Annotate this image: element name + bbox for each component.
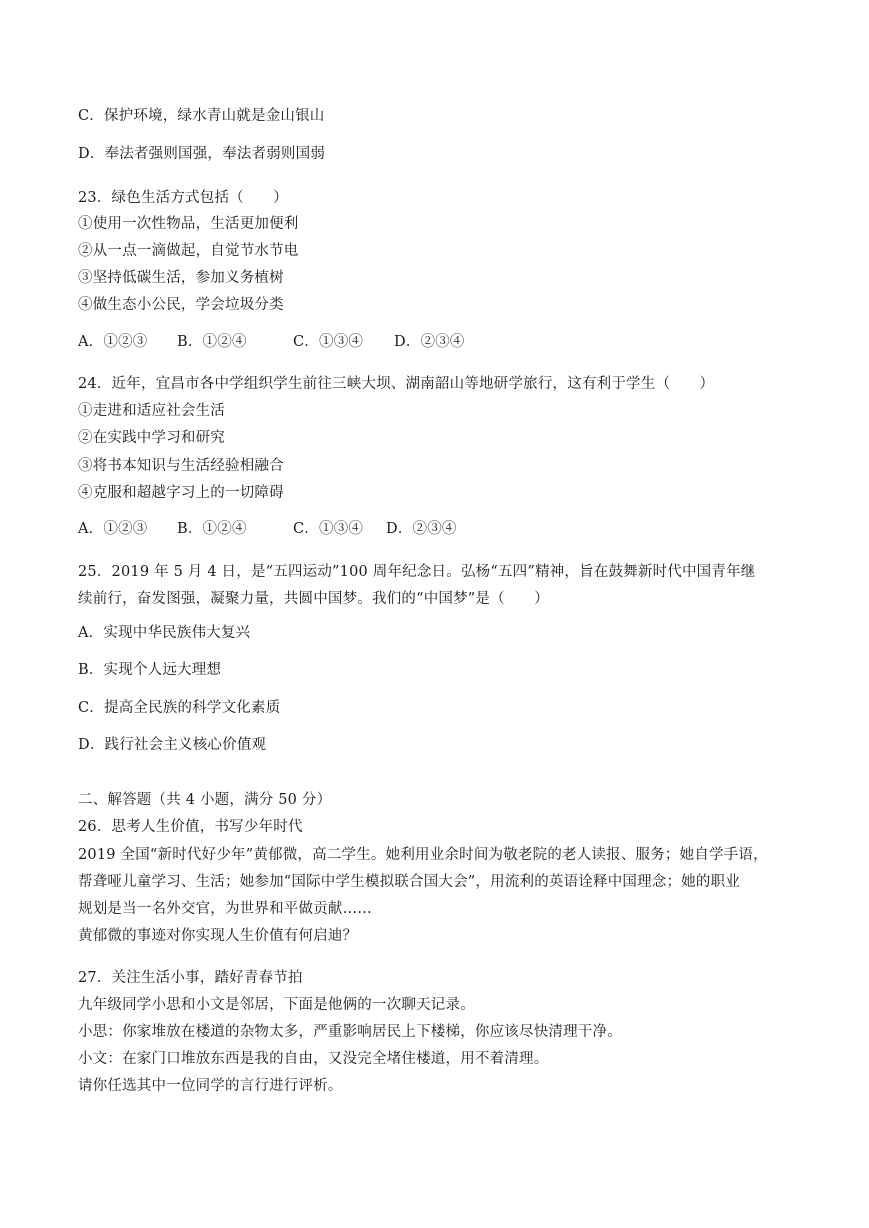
- q24-stem: 24．近年，宜昌市各中学组织学生前往三峡大坝、湖南韶山等地研学旅行，这有利于学生（ ）: [78, 376, 715, 392]
- q26-text-line3: 规划是当一名外交官，为世界和平做贡献……: [78, 901, 372, 917]
- q22-option-d: D．奉法者强则国强，奉法者弱则国弱: [78, 146, 326, 162]
- q24-option-c: C．①③④: [293, 521, 364, 537]
- q23-option-b: B．①②④: [177, 334, 247, 350]
- q25-stem-line1: 25．2019 年 5 月 4 日，是“五四运动”100 周年纪念日。弘杨“五四”精神，旨在鼓舞新时代中国青年继: [78, 564, 756, 580]
- q23-options: [78, 332, 465, 352]
- q24-item-1: ①走进和适应社会生活: [78, 403, 225, 419]
- q24-option-a: A．①②③: [78, 521, 148, 537]
- q22-option-c: C．保护环境，绿水青山就是金山银山: [78, 108, 325, 124]
- q23-item-2: ②从一点一滴做起，自觉节水节电: [78, 243, 299, 259]
- q27-xiaosi-line: 小思：你家堆放在楼道的杂物太多，严重影响居民上下楼梯，你应该尽快清理干净。: [78, 1024, 622, 1040]
- q23-option-c: C．①③④: [293, 334, 364, 350]
- q25-option-a: A．实现中华民族伟大复兴: [78, 625, 251, 641]
- q26-text-line1: 2019 全国“新时代好少年”黄郁微，高二学生。她利用业余时间为敬老院的老人读报、服务；她自学手语，: [78, 847, 768, 863]
- q23-item-3: ③坚持低碳生活，参加义务植树: [78, 270, 284, 286]
- q26-question: 黄郁微的事迹对你实现人生价值有何启迪？: [78, 928, 358, 944]
- section2-heading: 二、解答题（共 4 小题，满分 50 分）: [78, 792, 332, 808]
- q27-xiaowen-line: 小文：在家门口堆放东西是我的自由，又没完全堵住楼道，用不着清理。: [78, 1051, 549, 1067]
- q27-question: 请你任选其中一位同学的言行进行评析。: [78, 1078, 343, 1094]
- q25-option-d: D．践行社会主义核心价值观: [78, 737, 267, 753]
- q24-item-4: ④克服和超越字习上的一切障碍: [78, 485, 284, 501]
- q27-title: 27．关注生活小事，踏好青春节拍: [78, 970, 303, 986]
- q27-intro: 九年级同学小思和小文是邻居，下面是他俩的一次聊天记录。: [78, 997, 475, 1013]
- q23-option-a: A．①②③: [78, 334, 148, 350]
- q24-option-d: D．②③④: [386, 521, 457, 537]
- q25-option-b: B．实现个人远大理想: [78, 662, 222, 678]
- q26-title: 26．思考人生价值，书写少年时代: [78, 819, 303, 835]
- q25-stem-line2: 续前行，奋发图强，凝聚力量，共圆中国梦。我们的“中国梦”是（ ）: [78, 591, 549, 607]
- q24-item-3: ③将书本知识与生活经验相融合: [78, 458, 284, 474]
- q23-stem: 23．绿色生活方式包括（ ）: [78, 190, 288, 206]
- q23-item-1: ①使用一次性物品，生活更加便利: [78, 216, 299, 232]
- q23-item-4: ④做生态小公民，学会垃圾分类: [78, 297, 284, 313]
- q25-option-c: C．提高全民族的科学文化素质: [78, 700, 281, 716]
- q23-option-d: D．②③④: [394, 334, 465, 350]
- q24-item-2: ②在实践中学习和研究: [78, 430, 225, 446]
- q24-options: [78, 519, 457, 539]
- q24-option-b: B．①②④: [177, 521, 247, 537]
- q26-text-line2: 帮聋哑儿童学习、生活；她参加“国际中学生模拟联合国大会”，用流利的英语诠释中国理念；她的职业: [78, 874, 741, 890]
